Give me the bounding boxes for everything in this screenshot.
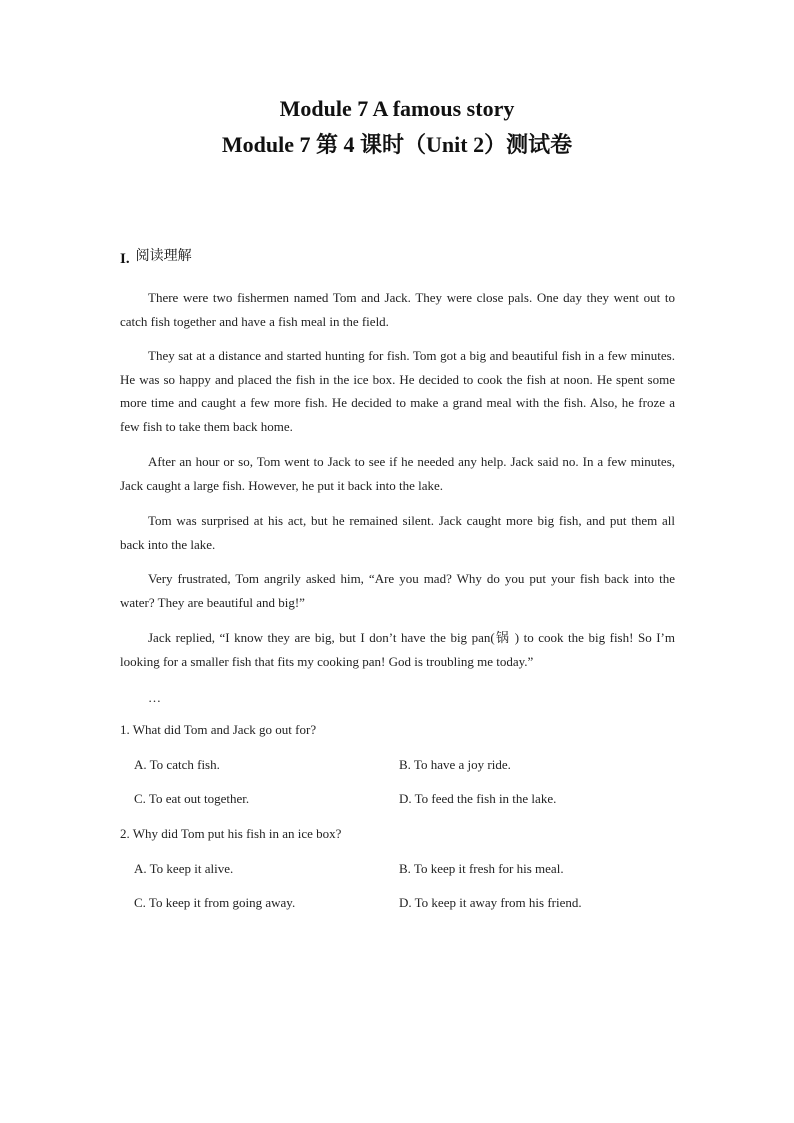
- passage-paragraph: They sat at a distance and started hunting for fish. Tom got a big and beautiful fish in a few minutes. He was so happy and placed the fish in the ice box. He decided to cook the fish at noon. He spent some more time and caught a few more fish. He decided to make a grand meal with the fish. Also, he froze a few fish to take them back home.: [120, 348, 675, 434]
- question-1-option-b: B. To have a joy ride.: [399, 757, 511, 772]
- passage-paragraph: There were two fishermen named Tom and Jack. They were close pals. One day they went out to catch fish together and have a fish meal in the field.: [120, 290, 675, 329]
- question-2: 2. Why did Tom put his fish in an ice box?: [120, 826, 342, 841]
- question-2-option-b: B. To keep it fresh for his meal.: [399, 861, 564, 876]
- question-2-option-d: D. To keep it away from his friend.: [399, 895, 582, 910]
- passage-ellipsis: …: [148, 690, 161, 705]
- passage-paragraph: Tom was surprised at his act, but he remained silent. Jack caught more big fish, and put them all back into the lake.: [120, 513, 675, 552]
- document-title: Module 7 A famous story: [279, 96, 515, 121]
- question-2-option-a: A. To keep it alive.: [134, 861, 234, 876]
- section-heading: [120, 246, 192, 269]
- question-1-option-d: D. To feed the fish in the lake.: [399, 791, 557, 806]
- section-number: I.: [120, 251, 130, 267]
- passage-paragraph: Jack replied, “I know they are big, but I don’t have the big pan(锅 ) to cook the big fish! So I’m looking for a smaller fish that fits my cooking pan! God is troubling me today.”: [120, 630, 675, 669]
- question-2-option-c: C. To keep it from going away.: [134, 895, 296, 910]
- question-1-option-a: A. To catch fish.: [134, 757, 220, 772]
- document-subtitle: Module 7 第 4 课时（Unit 2）测试卷: [221, 132, 573, 157]
- passage-paragraph: After an hour or so, Tom went to Jack to see if he needed any help. Jack said no. In a few minutes, Jack caught a large fish. However, he put it back into the lake.: [120, 454, 675, 493]
- section-label: 阅读理解: [135, 248, 192, 264]
- question-1: 1. What did Tom and Jack go out for?: [120, 722, 317, 737]
- passage-paragraph: Very frustrated, Tom angrily asked him, “Are you mad? Why do you put your fish back into the water? They are beautiful and big!”: [120, 571, 675, 610]
- question-1-option-c: C. To eat out together.: [134, 791, 250, 806]
